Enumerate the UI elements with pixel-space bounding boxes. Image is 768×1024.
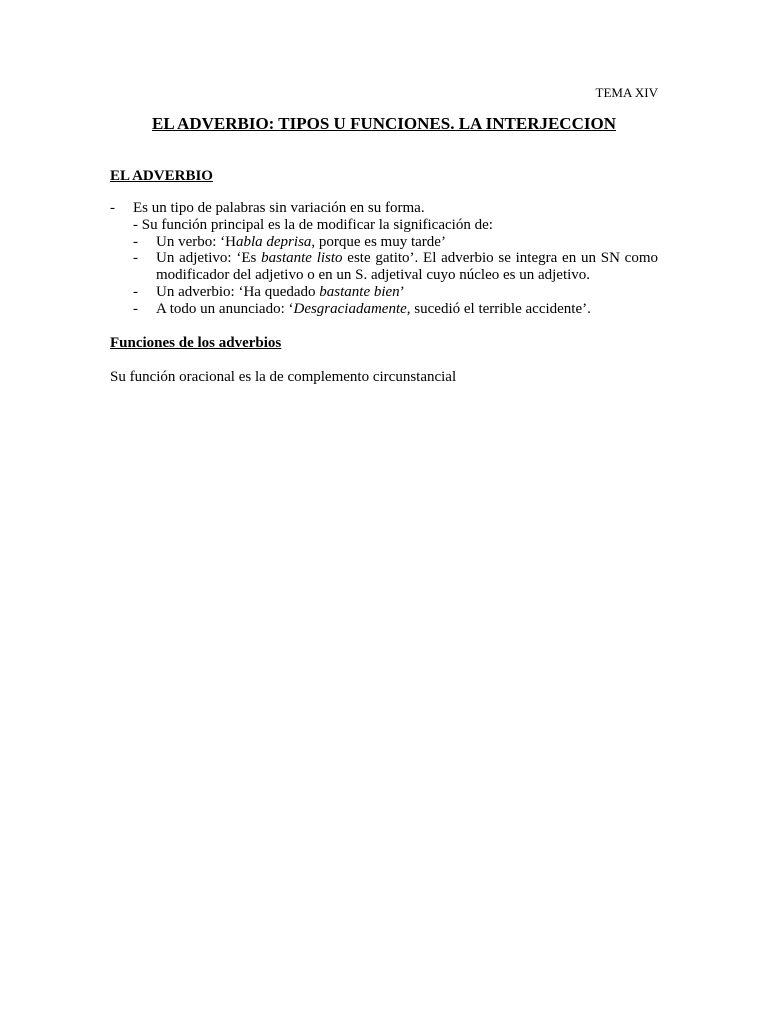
sublist-text: este gatito’. El adverbio se integra en un SN como modificador del adjetivo o en un S. adjetival cuyo núcleo es un adjetivo.: [156, 250, 658, 284]
sublist-text: , porque es muy tarde’: [311, 233, 446, 250]
example-italic: abla deprisa: [235, 233, 312, 250]
sublist-text: A todo un anunciado: ‘: [156, 300, 294, 317]
list-dash: -: [133, 300, 138, 317]
document-page: [110, 0, 658, 1024]
list-dash: -: [133, 216, 138, 233]
sublist-text: ’: [399, 283, 405, 300]
adverbio-list: [110, 200, 658, 318]
list-dash: -: [133, 283, 138, 300]
section-heading-funciones: Funciones de los adverbios: [110, 335, 282, 351]
list-dash: -: [133, 233, 138, 250]
list-item: [110, 200, 658, 217]
list-item-text: Es un tipo de palabras sin variación en su forma.: [133, 200, 425, 216]
section-heading-adverbio: EL ADVERBIO: [110, 168, 213, 184]
modification-sublist: [110, 234, 658, 318]
list-item: [110, 217, 658, 318]
list-item-text: Su función principal es la de modificar la significación de:: [141, 216, 493, 233]
sublist-item-anunciado: [110, 301, 658, 318]
funciones-paragraph: Su función oracional es la de complemento circunstancial: [110, 369, 457, 385]
sublist-text: Un adjetivo: ‘Es: [156, 250, 262, 267]
document-title: EL ADVERBIO: TIPOS U FUNCIONES. LA INTERJECCION: [152, 114, 616, 133]
sublist-text: Un verbo: ‘H: [156, 233, 236, 250]
sublist-text: Un adverbio: ‘Ha quedado: [156, 283, 320, 300]
list-dash: -: [110, 200, 115, 216]
sublist-item-adjetivo: [110, 250, 658, 284]
sublist-item-adverbio: [110, 284, 658, 301]
list-dash: -: [133, 250, 138, 267]
example-italic: bastante listo: [261, 250, 343, 267]
topic-label: TEMA XIV: [595, 85, 658, 100]
sublist-item-verbo: [110, 234, 658, 251]
sublist-text: , sucedió el terrible accidente’.: [406, 300, 591, 317]
example-italic: bastante bien: [319, 283, 400, 300]
example-italic: Desgraciadamente: [293, 300, 407, 317]
